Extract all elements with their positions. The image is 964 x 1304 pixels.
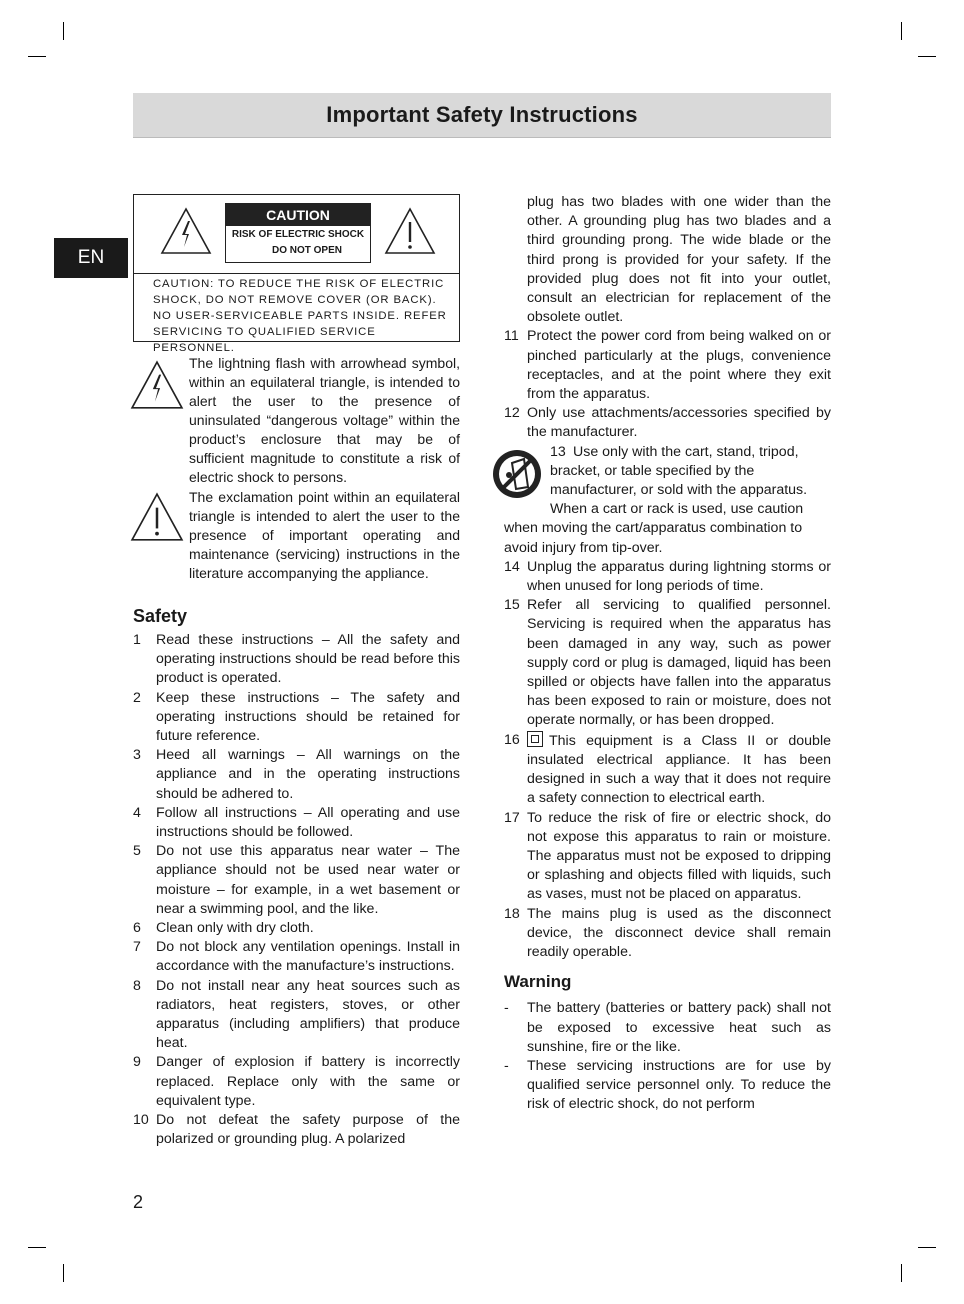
item-number: 10 [133,1112,149,1129]
list-item [133,1111,460,1149]
item-number: 5 [133,843,141,860]
item-number: 16 [504,731,520,748]
item-text [527,327,831,404]
list-item [504,1057,831,1115]
item-number: 6 [133,920,141,937]
item-text-content: Refer all servicing to qualified personnel. Servicing is required when the apparatus has been damaged in any way, such as power supply cord or plug is damaged, liquid has been spilled or objects have fallen into the apparatus has been exposed to rain or moisture, does not operate normally, or has been dropped. [527,597,831,729]
list-item [133,842,460,919]
lightning-triangle-icon [130,360,184,410]
class-ii-icon [527,731,543,747]
list-item [133,938,460,976]
list-item [504,809,831,905]
safety-heading: Safety [133,606,188,626]
cart-warning-icon [490,447,544,501]
list-item [133,689,460,747]
item-text-content: Danger of explosion if battery is incorrectly replaced. Replace only with the same or equivalent type. [156,1054,460,1109]
item-number: 1 [133,632,141,648]
item-text [156,631,460,689]
item-number: 9 [133,1054,141,1071]
item-number: 13 [550,443,566,460]
lightning-symbol-description [130,354,460,487]
item-text-content: The mains plug is used as the disconnect device, the disconnect device shall remain readily operable. [527,905,831,960]
item-number: 4 [133,804,141,821]
caution-line: DO NOT OPEN [271,245,342,256]
item-text [156,804,460,842]
safety-list-left [133,631,460,1149]
item-text-content: Unplug the apparatus during lightning storms or when unused for long periods of time. [527,558,831,595]
list-item [133,1053,460,1111]
item-text-content: Clean only with dry cloth. [156,920,314,937]
item-text-content: Use only with the cart, stand, tripod, bracket, or table specified by the manufacturer, or sold with the apparatus. When a cart or rack is used, use caution when moving the cart/apparatus combination to avoid injury from tip-over. [504,443,808,556]
item-text-content: Do not block any ventilation openings. Install in accordance with the manufacture’s instructions. [156,939,460,975]
list-item [504,443,831,558]
item-text-content: Protect the power cord from being walked on or pinched particularly at the plugs, convenience receptacles, and at the point where they exit from the apparatus. [527,328,831,403]
exclamation-triangle-icon [384,207,436,255]
exclamation-triangle-icon [130,492,184,542]
item-number: - [504,1057,509,1074]
caution-box [133,194,460,354]
symbol-description: The lightning flash with arrowhead symbol, within an equilateral triangle, is intended to alert the user to the presence of uninsulated “dangerous voltage” within the product’s enclosure that may be of sufficient magnitude to constitute a risk of electric shock to persons. [189,355,460,485]
item-text: plug has two blades with one wider than the other. A grounding plug has two blades and a third grounding prong. The wide blade or the third prong is provided for your safety. If the provided plug does not fit into your outlet, consult an electrician for replacement of the obsolete outlet. [527,194,831,326]
item-text [527,558,831,596]
crop-mark [63,22,64,40]
item-text [156,919,460,938]
exclamation-symbol-description [130,488,460,583]
list-item [504,999,831,1057]
item-text [156,1053,460,1111]
item-text-content: To reduce the risk of fire or electric shock, do not expose this apparatus to rain or moisture. The apparatus must not be exposed to dripping or splashing and objects filled with liquids, such as vases, must not be placed on apparatus. [527,809,831,903]
item-number: 8 [133,977,141,994]
item-text [527,596,831,730]
caution-label [225,203,371,263]
item-number: 3 [133,747,141,764]
item-text [156,1111,460,1149]
list-item [133,919,460,938]
lightning-triangle-icon [160,207,212,255]
caution-text: CAUTION: TO REDUCE THE RISK OF ELECTRIC SHOCK, DO NOT REMOVE COVER (OR BACK). NO USER-SERVICEABLE PARTS INSIDE. REFER SERVICING TO QUALIFIED SERVICE PERSONNEL. [153,278,447,354]
item-number: 7 [133,939,141,956]
item-text [156,938,460,976]
list-item [504,596,831,730]
item-text [156,842,460,919]
item-text-content: These servicing instructions are for use by qualified service personnel only. To reduce the risk of electric shock, do not perform [527,1057,831,1113]
crop-mark [28,1247,46,1248]
item-number: 15 [504,597,520,614]
item-text [156,977,460,1054]
warning-heading: Warning [504,972,572,992]
symbol-description: The exclamation point within an equilateral triangle is intended to alert the user to the presence of important operating and maintenance (servicing) instructions in the literature accompanying the appliance. [189,489,460,581]
page-header [133,93,831,138]
list-item [504,327,831,404]
item-text [527,731,831,809]
item-text-content: Follow all instructions – All operating and use instructions should be followed. [156,804,460,841]
crop-mark [918,1247,936,1248]
crop-mark [901,22,902,40]
list-item [504,905,831,963]
item-text-content: Heed all warnings – All warnings on the appliance and in the operating instructions should be adhered to. [156,747,460,802]
item-number: 17 [504,809,520,826]
list-item [133,746,460,804]
list-item [133,631,460,689]
crop-mark [63,1264,64,1282]
item-text [527,905,831,963]
crop-mark [901,1264,902,1282]
item-number: 2 [133,689,141,706]
item-number: 14 [504,558,520,575]
item-text-content: The battery (batteries or battery pack) shall not be exposed to excessive heat such as sunshine, fire or the like. [527,1000,831,1055]
list-item [133,804,460,842]
item-text-content: Do not use this apparatus near water – The appliance should not be used near water or moisture – for example, in a wet basement or near a swimming pool, and the like. [156,843,460,917]
item-text [527,809,831,905]
page-number: 2 [133,1192,144,1212]
item-number: - [504,1000,509,1017]
item-text-content: Only use attachments/accessories specified by the manufacturer. [527,405,831,441]
item-text-content: Read these instructions – All the safety and operating instructions should be read before this product is operated. [156,632,460,687]
list-item [504,731,831,809]
list-item-continued [504,193,831,327]
list-item [133,977,460,1054]
item-text [156,746,460,804]
item-text-content: This equipment is a Class II or double insulated electrical appliance. It has been designed in such a way that it does not require a safety connection to electrical earth. [527,732,831,807]
crop-mark [918,56,936,57]
caution-line: RISK OF ELECTRIC SHOCK [231,229,365,240]
list-item [504,558,831,596]
crop-mark [28,56,46,57]
item-text [527,1057,831,1115]
item-text-content: Do not defeat the safety purpose of the polarized or grounding plug. A polarized [156,1112,460,1148]
safety-list-right [504,193,831,1115]
item-text [527,404,831,442]
item-text-content: Keep these instructions – The safety and operating instructions should be retained for future reference. [156,689,460,745]
caution-heading: CAUTION [226,204,370,226]
item-text-content: Do not install near any heat sources such as radiators, heat registers, stoves, or other apparatus (including amplifiers) that produce heat. [156,977,460,1052]
item-text [527,999,831,1057]
page-title: Important Safety Instructions [326,102,638,127]
item-number: 11 [504,328,519,345]
item-number: 18 [504,905,520,922]
item-number: 12 [504,405,520,422]
language-tab: EN [54,238,128,278]
item-text [156,689,460,747]
list-item [504,404,831,442]
